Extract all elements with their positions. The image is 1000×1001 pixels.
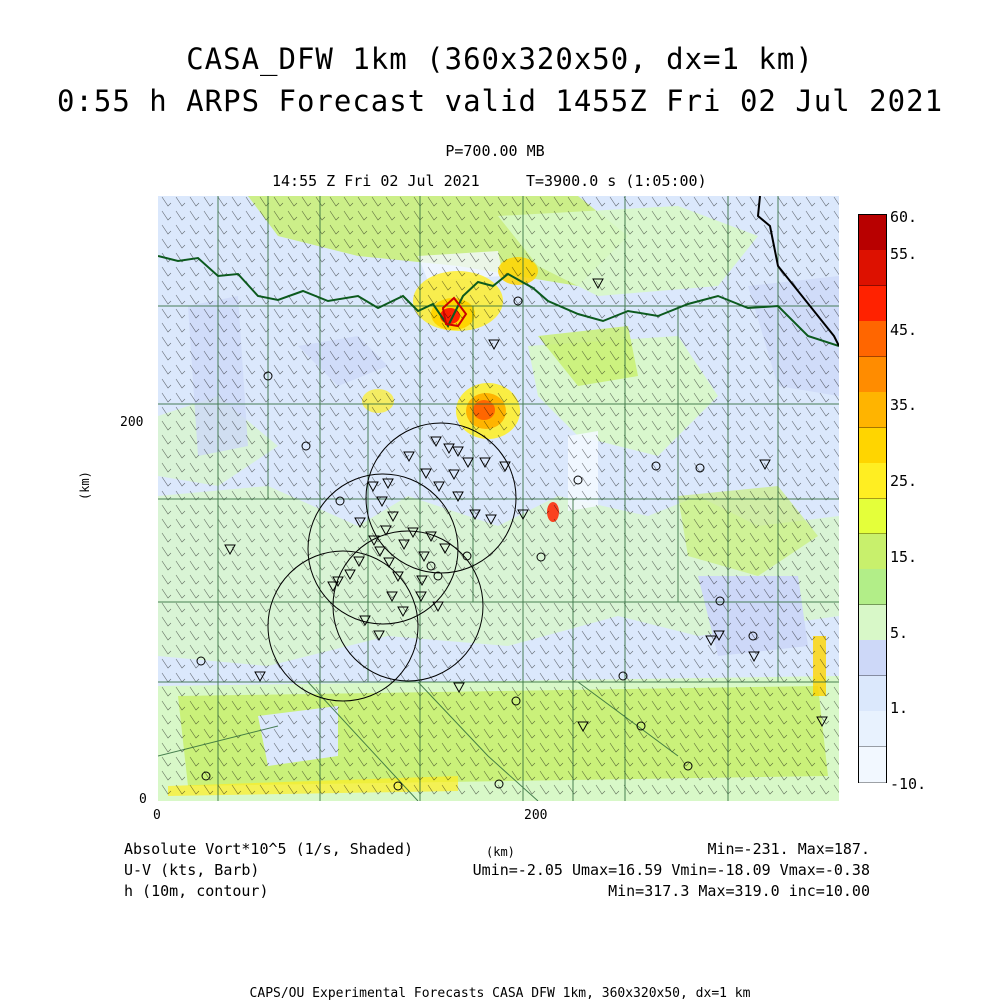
colorbar-label: 55. [890,245,918,263]
colorbar-segment [859,711,886,747]
colorbar-segment [859,640,886,676]
x-axis-label: (km) [486,845,515,859]
colorbar-segment [859,321,886,357]
colorbar-label: 5. [890,624,909,642]
colorbar-segment [859,286,886,322]
colorbar-label: 15. [890,548,918,566]
barb-field-label: U-V (kts, Barb) [124,861,260,879]
y-tick-0: 0 [139,792,147,807]
colorbar-label: 45. [890,321,918,339]
footer-credit: CAPS/OU Experimental Forecasts CASA DFW 1km, 360x320x50, dx=1 km [249,986,751,1001]
x-tick-0: 0 [153,808,161,823]
plot-title-line2: 0:55 h ARPS Forecast valid 1455Z Fri 02 Jul 2021 [56,84,944,118]
colorbar-segment [859,357,886,393]
y-axis-label: (km) [78,471,92,500]
map-svg [158,196,839,801]
valid-time: 14:55 Z Fri 02 Jul 2021 [272,172,480,190]
colorbar-segment [859,215,886,251]
contour-field-label: h (10m, contour) [124,882,269,900]
shaded-minmax: Min=-231. Max=187. [707,840,870,858]
colorbar-segment [859,534,886,570]
uv-range: Umin=-2.05 Umax=16.59 Vmin=-18.09 Vmax=-0.38 [472,861,870,879]
y-tick-200: 200 [120,415,144,430]
plot-title-line1: CASA_DFW 1km (360x320x50, dx=1 km) [186,42,814,76]
colorbar-label: 60. [890,208,918,226]
colorbar-segment [859,392,886,428]
colorbar-label: 1. [890,699,909,717]
colorbar-segment [859,499,886,535]
colorbar [858,214,887,783]
forecast-time-info: T=3900.0 s (1:05:00) [526,172,707,190]
colorbar-segment [859,428,886,464]
colorbar-segment [859,250,886,286]
forecast-map[interactable] [158,196,839,801]
colorbar-label: 25. [890,472,918,490]
contour-minmax: Min=317.3 Max=319.0 inc=10.00 [608,882,870,900]
colorbar-label: 35. [890,396,918,414]
colorbar-segment [859,463,886,499]
colorbar-segment [859,569,886,605]
pressure-level: P=700.00 MB [445,142,545,160]
colorbar-segment [859,676,886,712]
colorbar-segment [859,747,886,783]
shaded-field-label: Absolute Vort*10^5 (1/s, Shaded) [124,840,413,858]
colorbar-segment [859,605,886,641]
x-tick-200: 200 [524,808,548,823]
colorbar-label: -10. [890,775,927,793]
